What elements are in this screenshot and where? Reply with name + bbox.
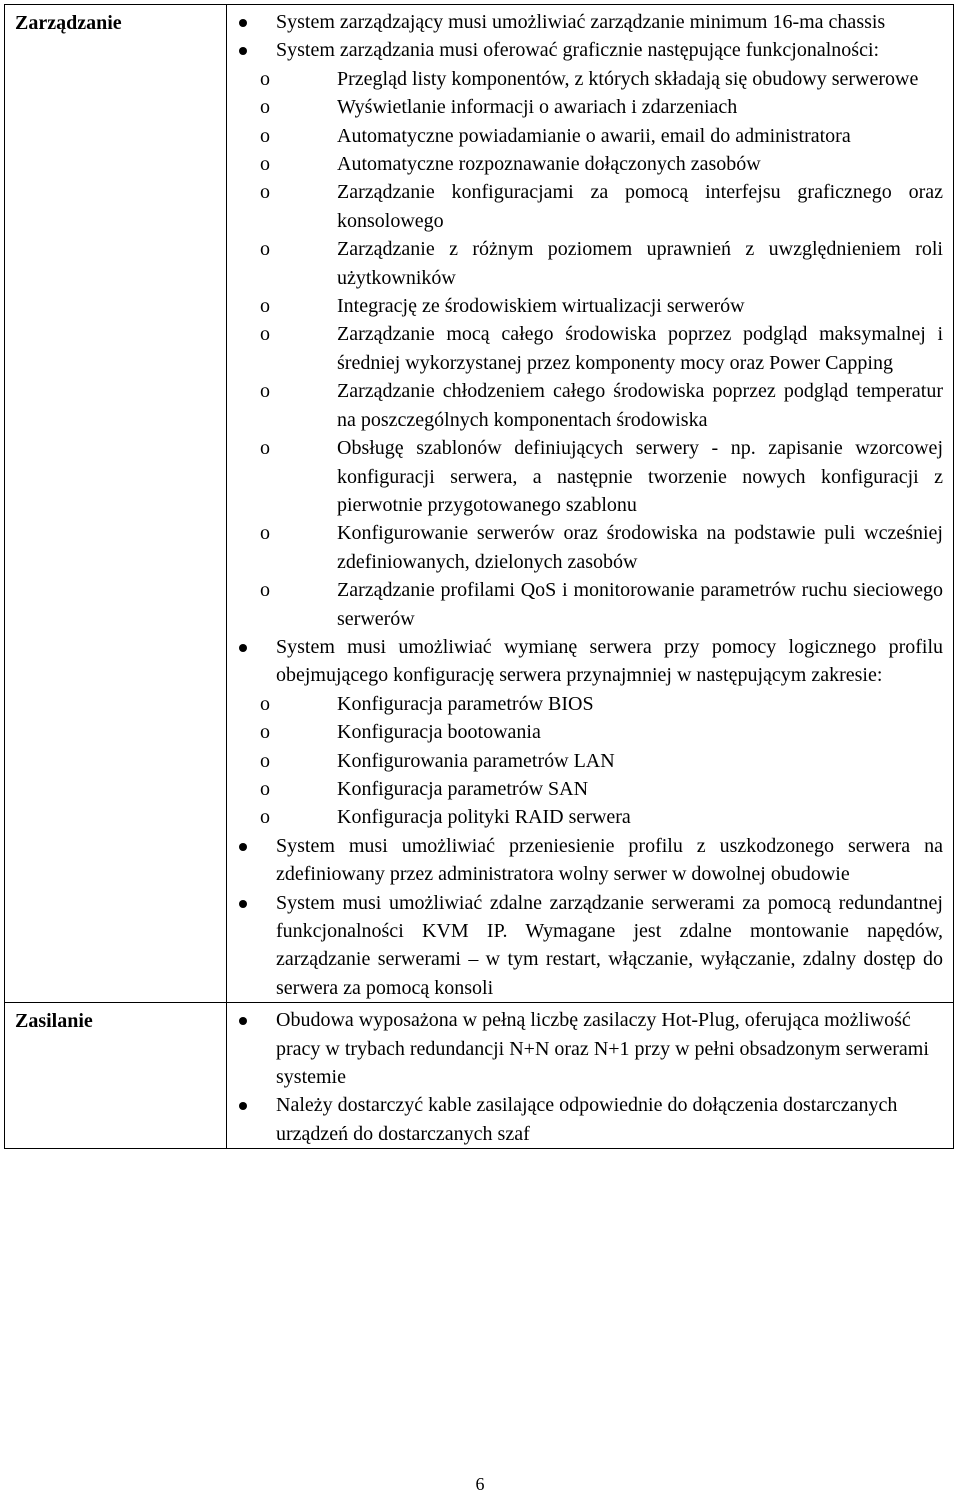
- circle-bullet-icon: o: [260, 806, 270, 829]
- sub-item-text: Integrację ze środowiskiem wirtualizacji serwerów: [337, 295, 745, 318]
- sub-item-text: Konfiguracja parametrów SAN: [337, 777, 589, 800]
- sub-item-text: Obsługę szablonów definiujących serwery - np. zapisanie wzorcowej konfiguracji serwera, a następnie tworzenie nowych konfiguracji z pierwotnie przygotowanego szablonu: [337, 437, 943, 516]
- bullet-text: System zarządzania musi oferować graficznie następujące funkcjonalności:: [276, 39, 880, 62]
- bullet-text: System musi umożliwiać wymianę serwera przy pomocy logicznego profilu obejmującego konfigurację serwera przynajmniej w następującym zakresie:: [276, 635, 943, 687]
- circle-bullet-icon: o: [260, 721, 270, 744]
- sub-item-text: Zarządzanie profilami QoS i monitorowanie parametrów ruchu sieciowego serwerów: [337, 579, 943, 630]
- sub-item: [227, 93, 943, 121]
- circle-bullet-icon: o: [260, 67, 270, 90]
- sub-item-text: Zarządzanie chłodzeniem całego środowiska poprzez podgląd temperatur na poszczególnych komponentach środowiska: [337, 380, 943, 431]
- sub-item: [227, 235, 943, 292]
- bullet-icon: [239, 843, 247, 851]
- specification-table-body: [5, 5, 954, 1149]
- bullet-list: [227, 1006, 943, 1148]
- bullet-item: [227, 8, 943, 36]
- sub-item: [227, 519, 943, 576]
- sub-item-text: Automatyczne powiadamianie o awarii, email do administratora: [337, 124, 851, 147]
- sub-list: [260, 690, 943, 832]
- sub-item-text: Wyświetlanie informacji o awariach i zdarzeniach: [337, 96, 738, 119]
- circle-bullet-icon: o: [260, 238, 270, 261]
- sub-item-text: Zarządzanie konfiguracjami za pomocą interfejsu graficznego oraz konsolowego: [337, 181, 943, 232]
- circle-bullet-icon: o: [260, 153, 270, 176]
- row-content: [227, 1003, 954, 1149]
- circle-bullet-icon: o: [260, 295, 270, 318]
- bullet-text: System zarządzający musi umożliwiać zarządzanie minimum 16-ma chassis: [276, 11, 886, 33]
- bullet-item: [227, 633, 943, 832]
- sub-item: [227, 803, 943, 831]
- circle-bullet-icon: o: [260, 323, 270, 346]
- bullet-item: [227, 889, 943, 1003]
- sub-item: [227, 150, 943, 178]
- bullet-item: [227, 1091, 943, 1148]
- circle-bullet-icon: o: [260, 437, 270, 460]
- circle-bullet-icon: o: [260, 380, 270, 403]
- page-number: 6: [475, 1474, 485, 1494]
- bullet-text: System musi umożliwiać przeniesienie profilu z uszkodzonego serwera na zdefiniowany przez administratora wolny serwer w dowolnej obudowie: [276, 834, 943, 886]
- row-content: [227, 5, 954, 1003]
- sub-item: [227, 690, 943, 718]
- sub-item-text: Automatyczne rozpoznawanie dołączonych zasobów: [337, 153, 761, 176]
- sub-item: [227, 292, 943, 320]
- row-label: Zasilanie: [5, 1003, 227, 1149]
- specification-table: [4, 4, 954, 1149]
- sub-item: [227, 434, 943, 519]
- sub-item-text: Przegląd listy komponentów, z których składają się obudowy serwerowe: [337, 67, 919, 90]
- sub-list: [260, 65, 943, 633]
- bullet-text: Należy dostarczyć kable zasilające odpowiednie do dołączenia dostarczanych urządzeń do dostarczanych szaf: [276, 1094, 898, 1145]
- circle-bullet-icon: o: [260, 749, 270, 772]
- bullet-text: System musi umożliwiać zdalne zarządzanie serwerami za pomocą redundantnej funkcjonalności KVM IP. Wymagane jest zdalne montowanie napędów, zarządzanie serwerami – w tym restart, włączanie, wyłączanie, zdalny dostęp do serwera za pomocą konsoli: [276, 891, 943, 999]
- row-label: Zarządzanie: [5, 5, 227, 1003]
- bullet-icon: [239, 900, 247, 908]
- sub-item-text: Zarządzanie z różnym poziomem uprawnień z uwzględnieniem roli użytkowników: [337, 238, 943, 289]
- circle-bullet-icon: o: [260, 579, 270, 602]
- sub-item: [227, 718, 943, 746]
- sub-item: [227, 377, 943, 434]
- sub-item: [227, 122, 943, 150]
- sub-item-text: Konfiguracja polityki RAID serwera: [337, 806, 631, 829]
- sub-item: [227, 775, 943, 803]
- circle-bullet-icon: o: [260, 777, 270, 800]
- bullet-item: [227, 1006, 943, 1091]
- sub-item: [227, 178, 943, 235]
- bullet-text: Obudowa wyposażona w pełną liczbę zasilaczy Hot-Plug, oferująca możliwość pracy w trybach redundancji N+N oraz N+1 przy w pełni obsadzonym serwerami systemie: [276, 1009, 929, 1089]
- sub-item-text: Konfigurowanie serwerów oraz środowiska na podstawie puli wcześniej zdefiniowanych, dzielonych zasobów: [337, 522, 943, 573]
- sub-item-text: Konfigurowania parametrów LAN: [337, 749, 615, 772]
- circle-bullet-icon: o: [260, 692, 270, 715]
- sub-item-text: Zarządzanie mocą całego środowiska poprzez podgląd maksymalnej i średniej wykorzystanej przez komponenty mocy oraz Power Capping: [337, 323, 943, 374]
- bullet-icon: [239, 1017, 247, 1025]
- circle-bullet-icon: o: [260, 96, 270, 119]
- bullet-icon: [239, 644, 247, 652]
- bullet-icon: [239, 1102, 247, 1110]
- sub-item-text: Konfiguracja parametrów BIOS: [337, 692, 594, 715]
- spec-row: [5, 5, 954, 1003]
- bullet-item: [227, 832, 943, 889]
- sub-item: [227, 747, 943, 775]
- circle-bullet-icon: o: [260, 124, 270, 147]
- bullet-item: [227, 36, 943, 633]
- sub-item: [227, 576, 943, 633]
- circle-bullet-icon: o: [260, 181, 270, 204]
- sub-item: [227, 320, 943, 377]
- circle-bullet-icon: o: [260, 522, 270, 545]
- bullet-icon: [239, 19, 247, 27]
- sub-item-text: Konfiguracja bootowania: [337, 721, 541, 744]
- sub-item: [227, 65, 943, 93]
- bullet-list: [227, 8, 943, 1002]
- bullet-icon: [239, 47, 247, 55]
- spec-row: [5, 1003, 954, 1149]
